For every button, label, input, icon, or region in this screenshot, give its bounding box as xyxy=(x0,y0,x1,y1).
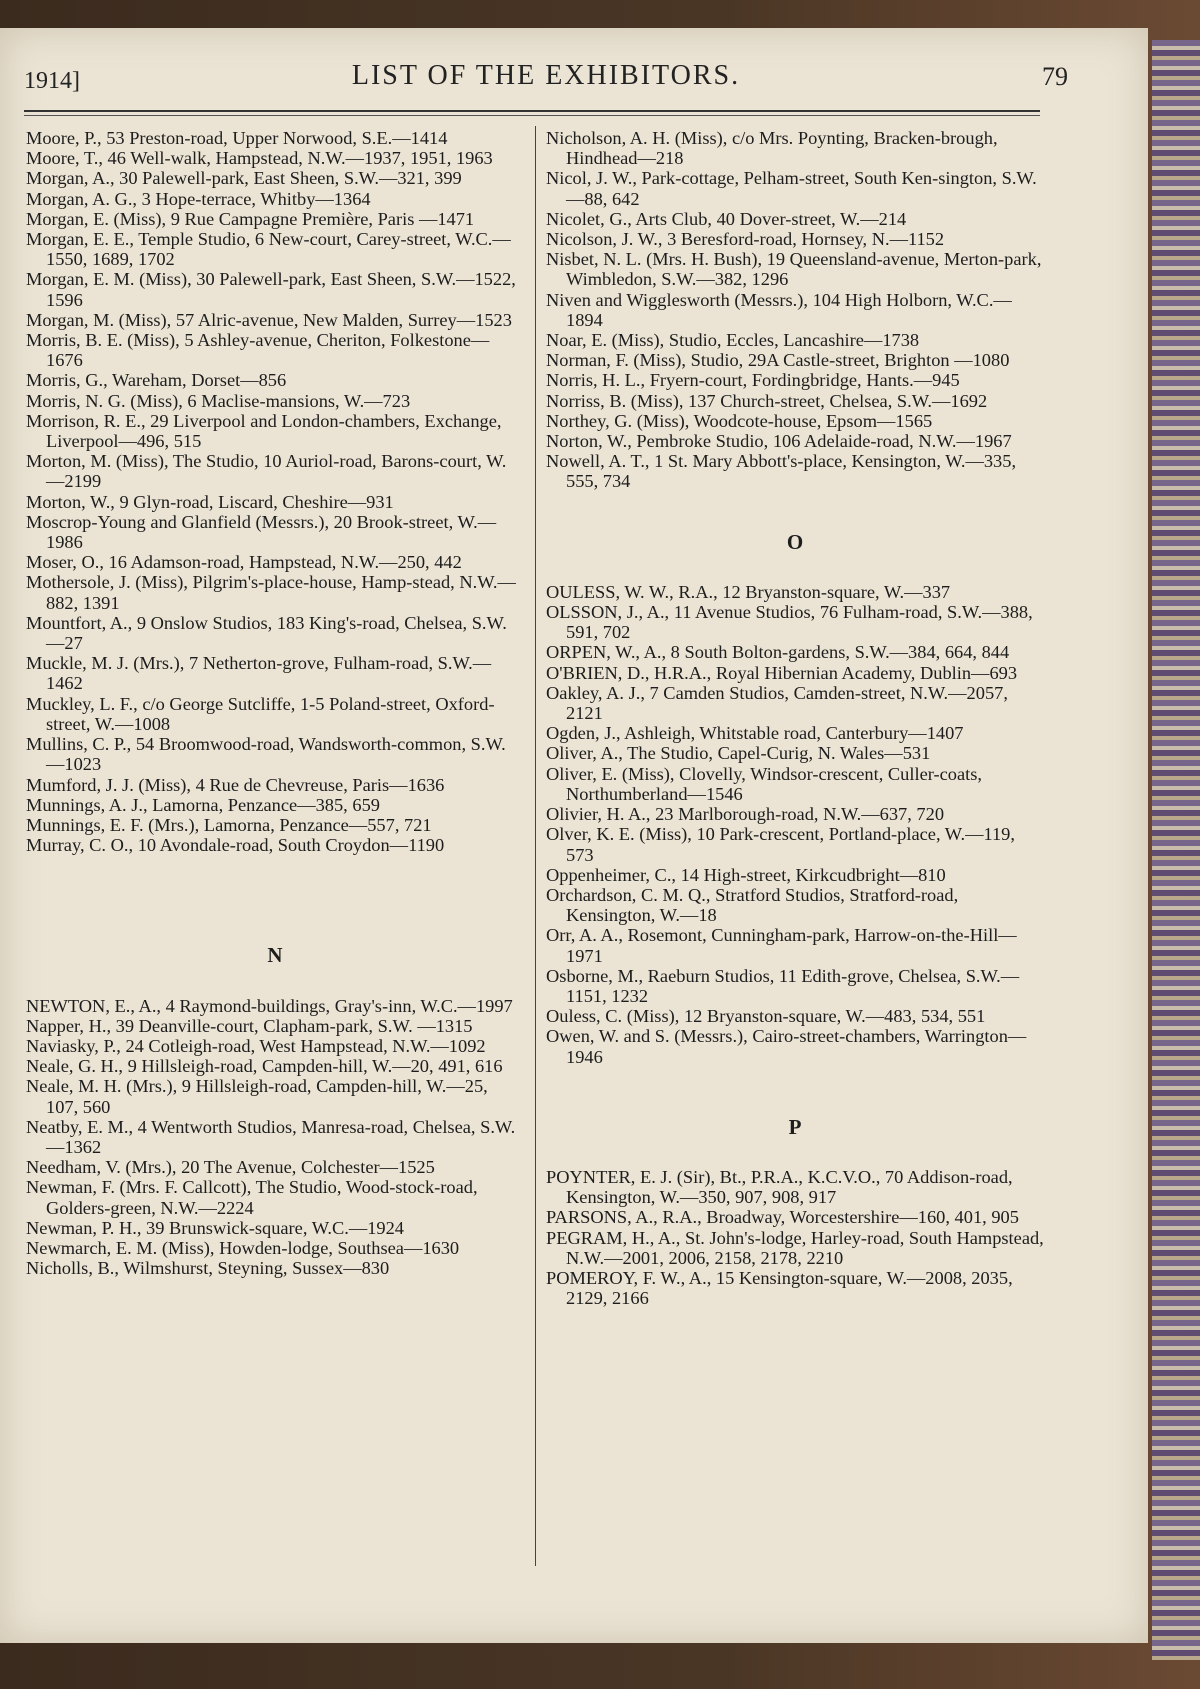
exhibitor-entry: Morton, W., 9 Glyn-road, Liscard, Cheshire—931 xyxy=(26,491,394,512)
exhibitor-entry: Mothersole, J. (Miss), Pilgrim's-place-house, Hamp-stead, N.W.—882, 1391 xyxy=(26,572,516,613)
exhibitor-entry: Neale, G. H., 9 Hillsleigh-road, Campden-hill, W.—20, 491, 616 xyxy=(26,1056,503,1077)
exhibitor-entry: Mountfort, A., 9 Onslow Studios, 183 King's-road, Chelsea, S.W.—27 xyxy=(26,612,507,654)
exhibitor-entry: Morton, M. (Miss), The Studio, 10 Auriol-road, Barons-court, W.—2199 xyxy=(26,451,507,492)
exhibitor-entry: Moore, T., 46 Well-walk, Hampstead, N.W.—1937, 1951, 1963 xyxy=(26,148,493,169)
exhibitor-entry: Morgan, E. E., Temple Studio, 6 New-court, Carey-street, W.C.—1550, 1689, 1702 xyxy=(26,229,511,270)
exhibitor-entry: O'BRIEN, D., H.R.A., Royal Hibernian Academy, Dublin—693 xyxy=(546,662,1018,683)
exhibitor-entry: Moore, P., 53 Preston-road, Upper Norwood, S.E.—1414 xyxy=(26,128,448,148)
exhibitor-entry: Morgan, M. (Miss), 57 Alric-avenue, New Malden, Surrey—1523 xyxy=(26,309,512,330)
exhibitor-entry: Noar, E. (Miss), Studio, Eccles, Lancashire—1738 xyxy=(546,330,920,351)
exhibitor-entry: Northey, G. (Miss), Woodcote-house, Epsom—1565 xyxy=(546,410,933,431)
exhibitor-entry: Morris, G., Wareham, Dorset—856 xyxy=(26,370,287,391)
section-letter-p: P xyxy=(788,1114,802,1139)
exhibitor-entry: Mumford, J. J. (Miss), 4 Rue de Chevreuse, Paris—1636 xyxy=(26,774,445,795)
exhibitor-entry: Orr, A. A., Rosemont, Cunningham-park, Harrow-on-the-Hill—1971 xyxy=(546,925,1017,966)
exhibitor-entry: Osborne, M., Raeburn Studios, 11 Edith-grove, Chelsea, S.W.—1151, 1232 xyxy=(546,965,1020,1006)
exhibitor-entry: Norton, W., Pembroke Studio, 106 Adelaide-road, N.W.—1967 xyxy=(546,431,1012,452)
exhibitor-entry: Newman, P. H., 39 Brunswick-square, W.C.—1924 xyxy=(26,1217,405,1238)
exhibitor-entry: Munnings, E. F. (Mrs.), Lamorna, Penzance—557, 721 xyxy=(26,814,432,835)
exhibitor-entry: Ouless, C. (Miss), 12 Bryanston-square, W.—483, 534, 551 xyxy=(546,1006,986,1027)
exhibitor-entry: POYNTER, E. J. (Sir), Bt., P.R.A., K.C.V.O., 70 Addison-road, Kensington, W.—350, 907, 908, 917 xyxy=(546,1166,1013,1208)
exhibitor-entry: Nicholson, A. H. (Miss), c/o Mrs. Poynting, Bracken-brough, Hindhead—218 xyxy=(546,128,998,169)
exhibitor-entry: Morrison, R. E., 29 Liverpool and London-chambers, Exchange, Liverpool—496, 515 xyxy=(26,410,502,452)
exhibitor-entry: Munnings, A. J., Lamorna, Penzance—385, 659 xyxy=(26,794,380,815)
column-divider xyxy=(535,126,536,1566)
page-edges xyxy=(1152,40,1200,1660)
section-o-entries xyxy=(546,582,1044,1067)
header-title: LIST OF THE EXHIBITORS. xyxy=(351,60,741,91)
exhibitor-entry: Mullins, C. P., 54 Broomwood-road, Wandsworth-common, S.W.—1023 xyxy=(26,734,506,775)
header-year: 1914] xyxy=(24,68,80,94)
exhibitor-entry: Muckley, L. F., c/o George Sutcliffe, 1-5 Poland-street, Oxford-street, W.—1008 xyxy=(26,693,495,734)
section-letter-o: O xyxy=(786,529,804,554)
exhibitor-entry: Owen, W. and S. (Messrs.), Cairo-street-chambers, Warrington—1946 xyxy=(546,1026,1027,1067)
exhibitor-entry: Morgan, A. G., 3 Hope-terrace, Whitby—1364 xyxy=(26,188,371,209)
exhibitor-entry: NEWTON, E., A., 4 Raymond-buildings, Gray's-inn, W.C.—1997 xyxy=(26,995,513,1016)
exhibitor-entry: Morgan, A., 30 Palewell-park, East Sheen, S.W.—321, 399 xyxy=(26,168,462,189)
exhibitor-entry: POMEROY, F. W., A., 15 Kensington-square, W.—2008, 2035, 2129, 2166 xyxy=(546,1267,1013,1309)
exhibitor-entry: OLSSON, J., A., 11 Avenue Studios, 76 Fulham-road, S.W.—388, 591, 702 xyxy=(546,602,1033,643)
exhibitor-entry: Muckle, M. J. (Mrs.), 7 Netherton-grove, Fulham-road, S.W.—1462 xyxy=(26,653,492,694)
exhibitor-entry: Nisbet, N. L. (Mrs. H. Bush), 19 Queensland-avenue, Merton-park, Wimbledon, S.W.—382, 1296 xyxy=(546,249,1042,290)
section-n-entries xyxy=(26,996,524,1279)
section-p-entries xyxy=(546,1167,1044,1308)
exhibitor-entry: Naviasky, P., 24 Cotleigh-road, West Hampstead, N.W.—1092 xyxy=(26,1035,486,1056)
exhibitor-entry: Neale, M. H. (Mrs.), 9 Hillsleigh-road, Campden-hill, W.—25, 107, 560 xyxy=(26,1076,488,1117)
section-letter-n: N xyxy=(267,943,283,968)
exhibitor-entry: Needham, V. (Mrs.), 20 The Avenue, Colchester—1525 xyxy=(26,1157,435,1178)
exhibitor-entry: Nicolson, J. W., 3 Beresford-road, Hornsey, N.—1152 xyxy=(546,229,945,250)
exhibitor-entry: Nicol, J. W., Park-cottage, Pelham-street, South Ken-sington, S.W.—88, 642 xyxy=(546,168,1037,209)
header-rule-thin xyxy=(24,115,1040,116)
exhibitor-entry: Morgan, E. (Miss), 9 Rue Campagne Première, Paris —1471 xyxy=(26,208,475,229)
exhibitor-entry: Nicholls, B., Wilmshurst, Steyning, Sussex—830 xyxy=(26,1258,390,1279)
exhibitor-entry: Murray, C. O., 10 Avondale-road, South Croydon—1190 xyxy=(26,835,445,856)
section-m-entries xyxy=(26,128,524,855)
exhibitor-entry: Moser, O., 16 Adamson-road, Hampstead, N.W.—250, 442 xyxy=(26,552,462,573)
exhibitor-entry: Neatby, E. M., 4 Wentworth Studios, Manresa-road, Chelsea, S.W.—1362 xyxy=(26,1116,516,1157)
exhibitor-entry: Ogden, J., Ashleigh, Whitstable road, Canterbury—1407 xyxy=(546,723,964,744)
exhibitor-entry: Oppenheimer, C., 14 High-street, Kirkcudbright—810 xyxy=(546,864,946,885)
exhibitor-entry: Newman, F. (Mrs. F. Callcott), The Studio, Wood-stock-road, Golders-green, N.W.—2224 xyxy=(26,1177,478,1218)
exhibitor-entry: Orchardson, C. M. Q., Stratford Studios, Stratford-road, Kensington, W.—18 xyxy=(546,884,959,926)
exhibitor-entry: OULESS, W. W., R.A., 12 Bryanston-square, W.—337 xyxy=(546,581,951,602)
exhibitor-entry: Norriss, B. (Miss), 137 Church-street, Chelsea, S.W.—1692 xyxy=(546,390,988,411)
exhibitor-entry: Morgan, E. M. (Miss), 30 Palewell-park, East Sheen, S.W.—1522, 1596 xyxy=(26,269,516,310)
book-page xyxy=(0,28,1148,1643)
left-column xyxy=(26,128,524,1278)
exhibitor-entry: Morris, N. G. (Miss), 6 Maclise-mansions, W.—723 xyxy=(26,390,411,411)
exhibitor-entry: Niven and Wigglesworth (Messrs.), 104 High Holborn, W.C.—1894 xyxy=(546,289,1012,330)
exhibitor-entry: PARSONS, A., R.A., Broadway, Worcestershire—160, 401, 905 xyxy=(546,1207,1019,1228)
header-rule xyxy=(24,110,1040,112)
exhibitor-entry: Norris, H. L., Fryern-court, Fordingbridge, Hants.—945 xyxy=(546,370,960,391)
page-number: 79 xyxy=(1042,62,1068,91)
exhibitor-entry: Norman, F. (Miss), Studio, 29A Castle-street, Brighton —1080 xyxy=(546,350,1010,371)
right-column xyxy=(546,128,1044,1308)
exhibitor-entry: Oakley, A. J., 7 Camden Studios, Camden-street, N.W.—2057, 2121 xyxy=(546,682,1008,724)
exhibitor-entry: Olver, K. E. (Miss), 10 Park-crescent, Portland-place, W.—119, 573 xyxy=(546,824,1015,865)
exhibitor-entry: Oliver, A., The Studio, Capel-Curig, N. Wales—531 xyxy=(546,743,931,764)
exhibitor-entry: Moscrop-Young and Glanfield (Messrs.), 20 Brook-street, W.—1986 xyxy=(26,511,497,553)
exhibitor-entry: Nowell, A. T., 1 St. Mary Abbott's-place, Kensington, W.—335, 555, 734 xyxy=(546,451,1017,492)
section-n-continued-entries xyxy=(546,128,1044,492)
exhibitor-entry: Newmarch, E. M. (Miss), Howden-lodge, Southsea—1630 xyxy=(26,1237,460,1258)
exhibitor-entry: Morris, B. E. (Miss), 5 Ashley-avenue, Cheriton, Folkestone—1676 xyxy=(26,330,490,371)
exhibitor-entry: Nicolet, G., Arts Club, 40 Dover-street, W.—214 xyxy=(546,208,907,229)
exhibitor-entry: ORPEN, W., A., 8 South Bolton-gardens, S.W.—384, 664, 844 xyxy=(546,642,1010,663)
exhibitor-entry: Oliver, E. (Miss), Clovelly, Windsor-crescent, Culler-coats, Northumberland—1546 xyxy=(546,763,982,804)
exhibitor-entry: Olivier, H. A., 23 Marlborough-road, N.W.—637, 720 xyxy=(546,804,945,825)
page-header xyxy=(24,46,1068,108)
exhibitor-entry: PEGRAM, H., A., St. John's-lodge, Harley-road, South Hampstead, N.W.—2001, 2006, 2158, 2178, 2210 xyxy=(546,1227,1044,1268)
exhibitor-entry: Napper, H., 39 Deanville-court, Clapham-park, S.W. —1315 xyxy=(26,1015,473,1036)
